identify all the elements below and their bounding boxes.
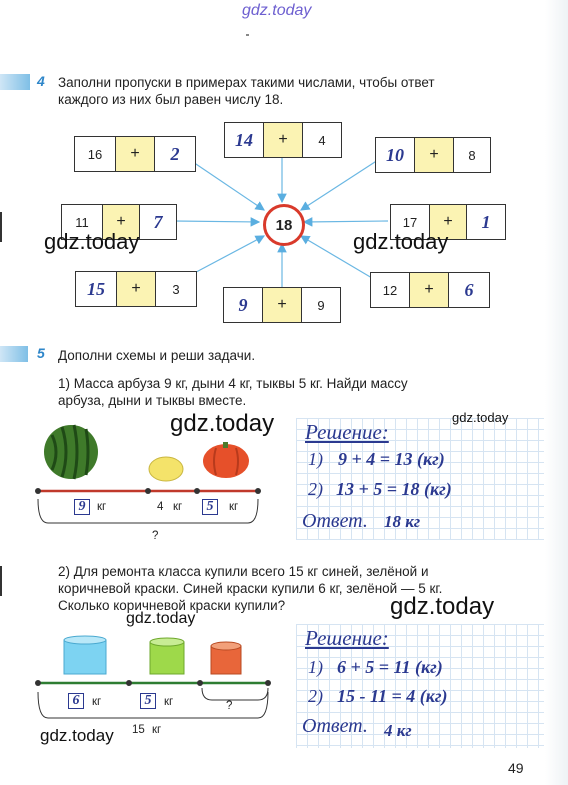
watermelon-icon <box>44 425 98 479</box>
p1-n3: 5 <box>202 499 218 515</box>
task5-p1-line2: арбуза, дыни и тыквы вместе. <box>58 393 247 408</box>
page-number: 49 <box>508 760 524 776</box>
example-2-op: + <box>264 123 303 157</box>
arrow-3 <box>301 160 378 210</box>
arrow-4 <box>174 221 259 222</box>
p1-u1: кг <box>97 501 107 513</box>
center-circle: 18 <box>263 204 305 246</box>
pumpkin-icon <box>203 444 249 478</box>
p1-answer: 18 кг <box>384 512 421 531</box>
example-7 <box>223 287 341 323</box>
p1-bracket <box>38 499 258 523</box>
p2-solution-label: Решение: <box>305 626 389 650</box>
watermark-1: gdz.today <box>44 229 140 254</box>
task5-number: 5 <box>37 345 45 361</box>
task5-p2-line2: коричневой краски. Синей краски купили 6 кг, зелёной — 5 кг. <box>58 581 443 596</box>
example-4-op: + <box>103 205 140 239</box>
p2-question: ? <box>226 700 233 712</box>
example-8 <box>370 272 490 308</box>
example-8-op: + <box>410 273 449 307</box>
blue-paint-icon <box>64 640 106 674</box>
arrow-1 <box>190 160 264 210</box>
p2-total-unit: кг <box>152 724 162 736</box>
example-3 <box>375 137 491 173</box>
example-1 <box>74 136 196 172</box>
watermark-3: gdz.today <box>170 410 275 437</box>
p1-u2: кг <box>173 501 183 513</box>
p1-step2-num: 2) <box>308 479 323 499</box>
example-7-a: 9 <box>224 288 263 322</box>
p2-step2-num: 2) <box>308 686 323 706</box>
watermark-7: gdz.today <box>40 726 114 745</box>
edge-mark-2 <box>0 566 2 596</box>
p1-step2: 13 + 5 = 18 (кг) <box>336 479 452 499</box>
example-1-b: 2 <box>170 143 180 164</box>
task4-text-line2: каждого из них был равен числу 18. <box>58 92 284 107</box>
watermark-top: gdz.today <box>242 2 312 19</box>
example-8-b: 6 <box>464 279 474 300</box>
melon-icon <box>149 457 183 481</box>
task5-p2-line3: Сколько коричневой краски купили? <box>58 598 286 613</box>
example-8-a: 12 <box>371 273 410 307</box>
watermark-2: gdz.today <box>353 229 449 254</box>
example-1-a: 16 <box>75 137 116 171</box>
p1-question: ? <box>152 530 159 542</box>
task5-p1-line1: 1) Масса арбуза 9 кг, дыни 4 кг, тыквы 5 кг. Найди массу <box>58 376 408 391</box>
example-2-b: 4 <box>318 132 326 148</box>
example-1-op: + <box>116 137 155 171</box>
p2-step1: 6 + 5 = 11 (кг) <box>337 657 443 677</box>
task5-heading: Дополни схемы и реши задачи. <box>58 348 256 363</box>
p1-step1-num: 1) <box>308 449 323 469</box>
p2-u1: кг <box>92 696 102 708</box>
p1-n1: 9 <box>74 499 90 515</box>
p1-u3: кг <box>229 501 239 513</box>
p1-solution-label: Решение: <box>305 420 389 444</box>
edge-mark <box>0 212 2 242</box>
p1-answer-label: Ответ. <box>302 510 368 532</box>
example-6-b: 3 <box>172 281 180 297</box>
example-4-b: 7 <box>153 211 163 232</box>
example-2 <box>224 122 342 158</box>
example-3-b: 8 <box>468 147 476 163</box>
example-6-a: 15 <box>76 272 117 306</box>
arrow-5 <box>304 221 388 222</box>
p2-answer-label: Ответ. <box>302 715 368 737</box>
example-3-a: 10 <box>376 138 415 172</box>
task4-number: 4 <box>37 73 45 89</box>
p1-n2: 4 <box>157 501 164 513</box>
example-5-b: 1 <box>481 211 491 232</box>
p2-step2: 15 - 11 = 4 (кг) <box>337 686 448 706</box>
example-4-a: 11 <box>62 205 103 239</box>
p2-total: 15 <box>132 724 145 736</box>
p2-answer: 4 кг <box>384 721 412 740</box>
example-6-op: + <box>117 272 156 306</box>
watermark-5: gdz.today <box>126 610 196 627</box>
p2-u2: кг <box>164 696 174 708</box>
green-paint-icon <box>150 642 184 674</box>
p2-n1: 6 <box>68 693 84 709</box>
p2-n2: 5 <box>140 693 156 709</box>
example-7-b: 9 <box>317 297 325 313</box>
p1-step1: 9 + 4 = 13 (кг) <box>338 449 445 469</box>
task4-text-line1: Заполни пропуски в примерах такими числами, чтобы ответ <box>58 75 435 90</box>
task5-bar <box>0 346 28 362</box>
example-5-a: 17 <box>391 205 430 239</box>
p2-step1-num: 1) <box>308 657 323 677</box>
task5-p2-line1: 2) Для ремонта класса купили всего 15 кг синей, зелёной и <box>58 564 429 579</box>
example-7-op: + <box>263 288 302 322</box>
example-5-op: + <box>430 205 467 239</box>
watermark-4: gdz.today <box>452 410 509 425</box>
example-2-a: 14 <box>225 123 264 157</box>
example-3-op: + <box>415 138 454 172</box>
example-6 <box>75 271 197 307</box>
watermark-6: gdz.today <box>390 593 495 620</box>
